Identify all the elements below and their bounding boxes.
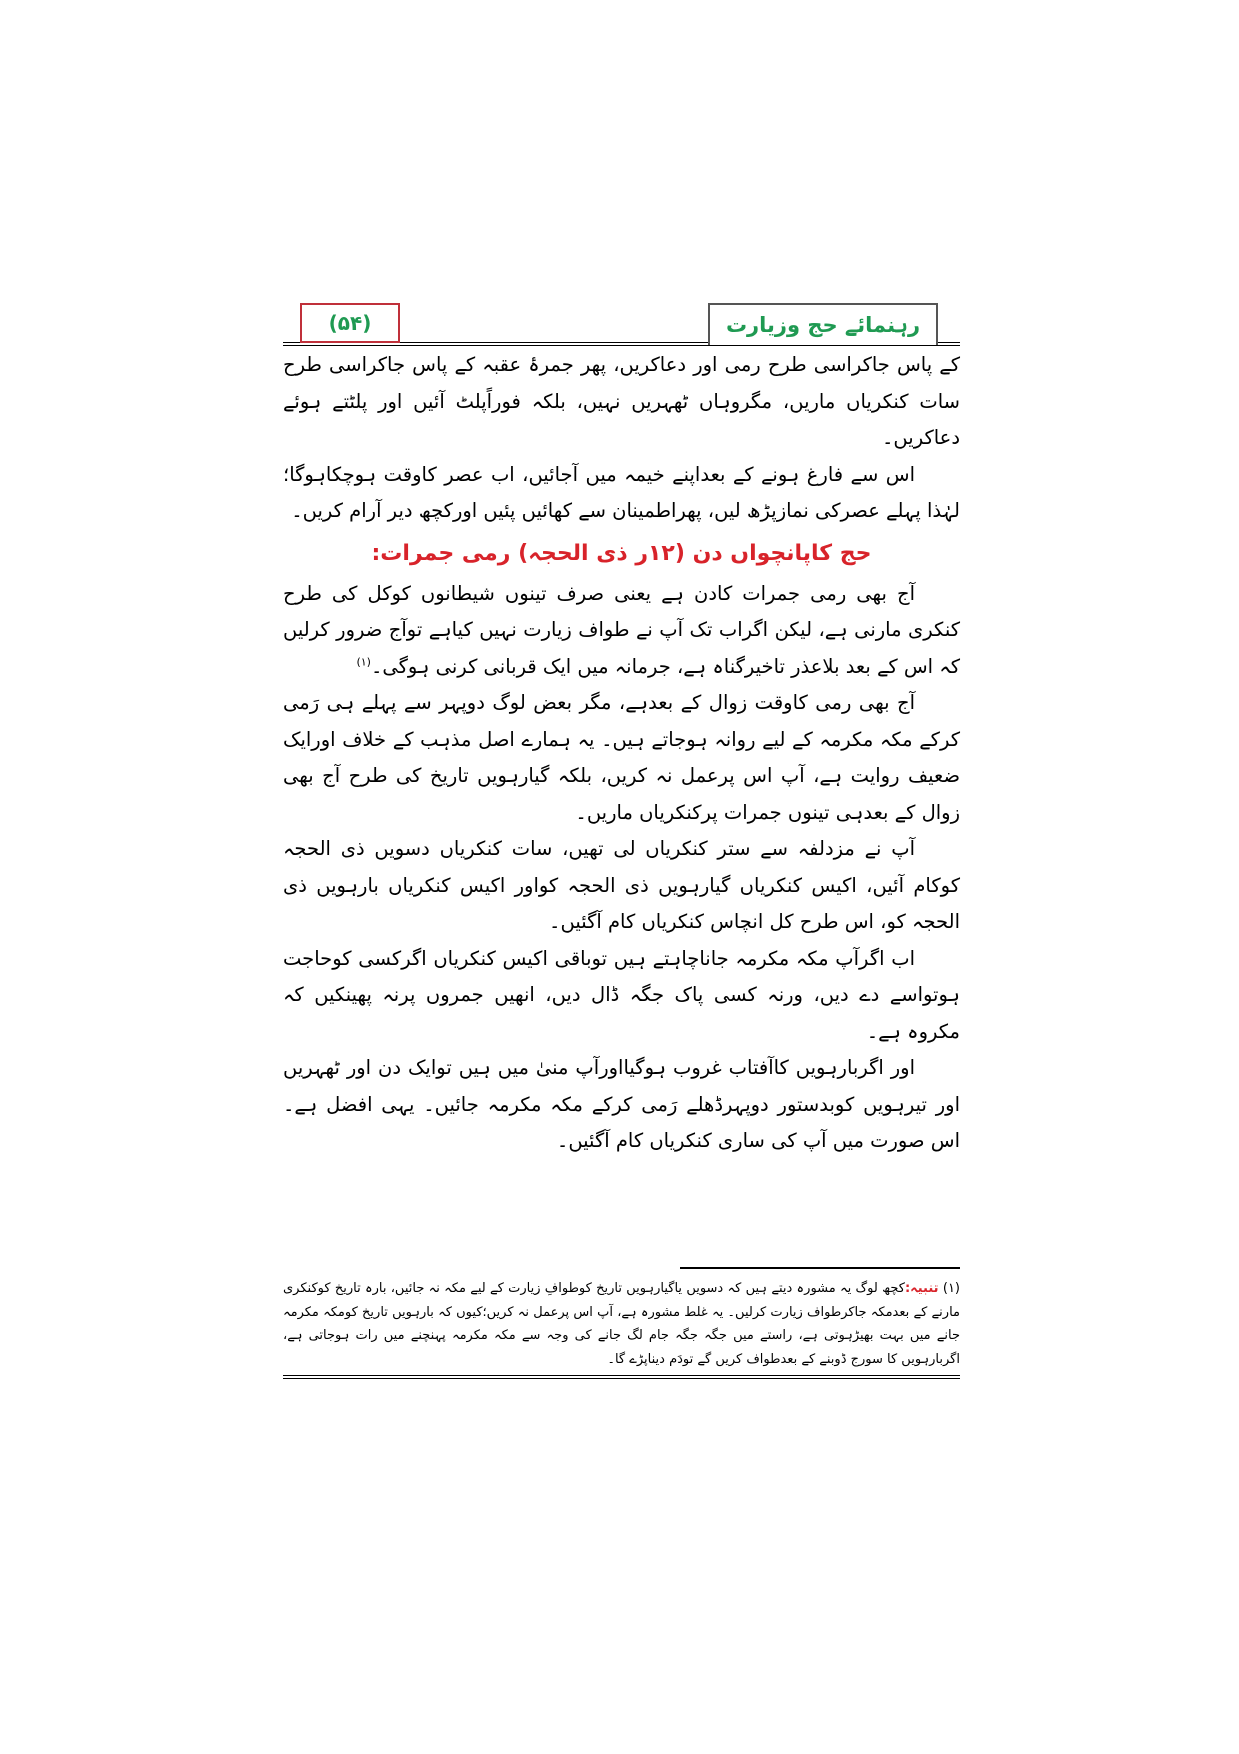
footnote-reference[interactable]: (۱) xyxy=(356,655,371,668)
book-page xyxy=(283,297,960,1427)
paragraph-7: اور اگربارہویں کاآفتاب غروب ہوگیااورآپ منیٰ میں ہیں توایک دن اور ٹھہریں اور تیرہویں کوبدستور دوپہرڈھلے رَمی کرکے مکہ مکرمہ جائیں۔ یہی افضل ہے۔ اس صورت میں آپ کی ساری کنکریاں کام آگئیں۔ xyxy=(283,1056,960,1152)
section-heading: حج کاپانچواں دن (۱۲ر ذی الحجہ) رمی جمرات: xyxy=(371,540,872,566)
paragraph-5: آپ نے مزدلفہ سے ستر کنکریاں لی تھیں، سات کنکریاں دسویں ذی الحجہ کوکام آئیں، اکیس کنکریاں گیارہویں ذی الحجہ کواور اکیس کنکریاں بارہویں ذی الحجہ کو، اس طرح کل انچاس کنکریاں کام آگئیں۔ xyxy=(283,837,960,933)
footnote-number: (۱) xyxy=(942,1281,960,1296)
body-text xyxy=(283,347,960,1160)
page-number-box xyxy=(300,303,400,343)
book-title: رہنمائے حج وزیارت xyxy=(725,313,921,337)
footer-double-rule xyxy=(283,1375,960,1379)
paragraph-6: اب اگرآپ مکہ مکرمہ جاناچاہتے ہیں توباقی اکیس کنکریاں اگرکسی کوحاجت ہوتواسے دے دیں، ورنہ کسی پاک جگہ ڈال دیں، انھیں جمروں پرنہ پھینکیں کہ مکروہ ہے۔ xyxy=(283,946,960,1043)
page-header xyxy=(283,297,960,347)
paragraph-1: کے پاس جاکراسی طرح رمی اور دعاکریں، پھر جمرۂ عقبہ کے پاس جاکراسی طرح سات کنکریاں ماریں، مگروہاں ٹھہریں نہیں، بلکہ فوراًپلٹ آئیں اور پلٹتے ہوئے دعاکریں۔ xyxy=(283,353,960,449)
footnote xyxy=(283,1277,960,1371)
book-title-box xyxy=(708,303,938,345)
paragraph-4: آج بھی رمی کاوقت زوال کے بعدہے، مگر بعض لوگ دوپہر سے پہلے ہی رَمی کرکے مکہ مکرمہ کے لیے روانہ ہوجاتے ہیں۔ یہ ہمارے اصل مذہب کے خلاف اورایک ضعیف روایت ہے، آپ اس پرعمل نہ کریں، بلکہ گیارہویں تاریخ کی طرح آج بھی زوال کے بعدہی تینوں جمرات پرکنکریاں ماریں۔ xyxy=(283,691,960,824)
footnote-text: کچھ لوگ یہ مشورہ دیتے ہیں کہ دسویں یاگیارہویں تاریخ کوطوافِ زیارت کے لیے مکہ نہ جائیں، بارہ تاریخ کوکنکری مارنے کے بعدمکہ جاکرطواف زیارت کرلیں۔ یہ غلط مشورہ ہے، آپ اس پرعمل نہ کریں؛کیوں کہ بارہویں تاریخ کومکہ مکرمہ جانے میں بہت بھیڑہوتی ہے، راستے میں جگہ جگہ جام لگ جانے کی وجہ سے مکہ مکرمہ پہنچنے میں رات ہوجاتی ہے، اگربارہویں کا سورج ڈوبنے کے بعدطواف کریں گے تودَم دیناپڑے گا۔ xyxy=(283,1281,960,1367)
footnote-separator xyxy=(680,1267,960,1269)
paragraph-3 xyxy=(283,576,960,686)
paragraph-2: اس سے فارغ ہونے کے بعداپنے خیمہ میں آجائیں، اب عصر کاوقت ہوچکاہوگا؛لہٰذا پہلے عصرکی نمازپڑھ لیں، پھراطمینان سے کھائیں پئیں اورکچھ دیر آرام کریں۔ xyxy=(283,462,960,522)
paragraph-3-text: آج بھی رمی جمرات کادن ہے یعنی صرف تینوں شیطانوں کوکل کی طرح کنکری مارنی ہے، لیکن اگراب تک آپ نے طواف زیارت نہیں کیاہے توآج ضرور کرلیں کہ اس کے بعد بلاعذر تاخیرگناہ ہے، جرمانہ میں ایک قربانی کرنی ہوگی۔ xyxy=(283,581,960,678)
footnote-label: تنبیہ: xyxy=(904,1281,939,1296)
footnote-paragraph xyxy=(283,1277,960,1371)
page-number: (۵۴) xyxy=(328,311,372,335)
